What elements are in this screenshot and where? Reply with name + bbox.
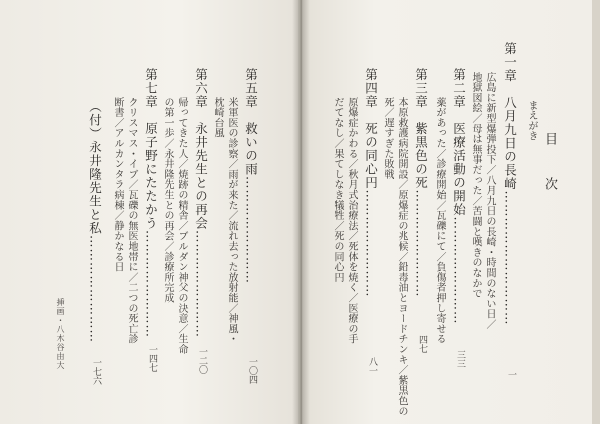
illustration-credit: 挿画・八木谷由大 [56, 298, 65, 370]
chapter-3-page: 四七 [417, 335, 427, 353]
right-page [300, 0, 600, 424]
chapter-1-subtopics-1: 広島に新型爆弾投下／八月九日の長崎・時間のない日／ [484, 72, 495, 330]
chapter-1-page: 一 [506, 370, 516, 379]
chapter-4-subtopics-1: 原爆症かわる／秋月式治療法／死体を焼く／医療の手 [346, 97, 357, 345]
chapter-6-subtopics-2: の第一歩／永井隆先生との再会／診療所完成 [162, 97, 173, 303]
chapter-2-subtopics-1: 薬があった／診療開始／瓦礫にて／負傷者押し寄せる [434, 97, 445, 345]
chapter-1-subtopics-2: 地獄図絵／母は無事だった／苦闘と嘆きのなかで [470, 72, 481, 299]
chapter-5-page: 一〇四 [247, 357, 257, 384]
chapter-7-subtopics-1: クリスマス・イブ／瓦礫の無医地帯に／二つの死亡診 [126, 97, 137, 345]
chapter-4-page: 八一 [367, 357, 377, 375]
toc-title: 目 次 [542, 132, 557, 205]
chapter-1-heading[interactable]: 第一章 八月九日の長崎………………………… [502, 42, 518, 326]
chapter-3-subtopics-1: 本原救護病院開設／原爆症の兆候／鉛毒油とヨードチンキ／紫黒色の [396, 97, 407, 417]
chapter-7-heading[interactable]: 第七章 原子野にたたかう…………………… [143, 68, 159, 338]
chapter-3-heading[interactable]: 第三章 紫黒色の死…………………… [413, 68, 429, 298]
chapter-5-heading[interactable]: 第五章 救いの雨…………………… [243, 68, 259, 284]
chapter-6-heading[interactable]: 第六章 永井先生との再会…………………… [193, 68, 209, 338]
book-gutter [292, 0, 310, 424]
page-edge [592, 0, 600, 424]
chapter-4-subtopics-2: だてなし／果てしなき犠牲／死の同心円 [332, 97, 343, 283]
appendix-heading[interactable]: （付）永井隆先生と私…………………… [87, 100, 103, 343]
chapter-5-subtopics-1: 米軍医の診察／雨が来た／流れ去った放射能／神風・ [226, 97, 237, 345]
chapter-5-subtopics-2: 枕崎台風 [212, 97, 223, 139]
appendix-page: 一七六 [91, 358, 101, 385]
chapter-2-heading[interactable]: 第二章 医療活動の開始…………………… [451, 68, 467, 325]
chapter-6-subtopics-1: 帰ってきた人／焼跡の精舎／ブルダン神父の決意／生命 [176, 97, 187, 355]
chapter-7-subtopics-2: 断書／アルカンタラ病棟／静かなる日 [112, 97, 123, 273]
chapter-3-subtopics-2: 死／遅すぎた敗戦 [382, 97, 393, 180]
chapter-6-page: 一二〇 [197, 347, 207, 374]
chapter-2-page: 三三 [455, 350, 465, 368]
preface-entry[interactable]: まえがき [526, 100, 537, 142]
chapter-4-heading[interactable]: 第四章 死の同心円…………………… [363, 68, 379, 298]
chapter-7-page: 一四七 [147, 345, 157, 372]
